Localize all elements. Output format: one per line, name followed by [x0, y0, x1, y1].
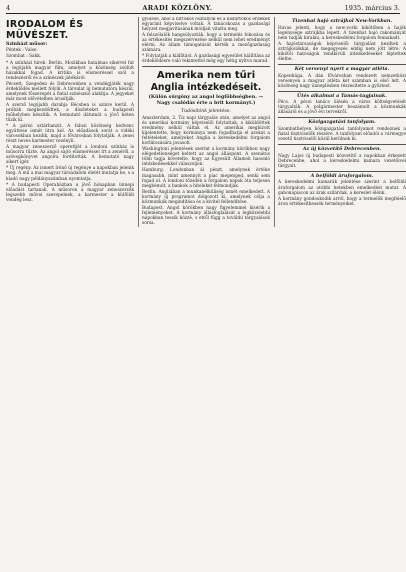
- article-paragraph: Berlin. Angliában a munkanélküliség ismét emelkedett. A kormány új programot dolgozott ki, amelynek célja a közmunkák megindítása és a kivitel fellendítése.: [142, 189, 270, 205]
- article-paragraph: * A párisi sztárbanzit. A falusi közönség kedvenc együttese ismét útra kel. Az előadások sorát a vidéki városokban kezdik, majd a fővárosban folytatják. A zenei részt neves karmester vezényli.: [6, 124, 134, 145]
- main-headline: [142, 70, 270, 93]
- article-heading: A belföldi áruforgalom.: [310, 172, 374, 179]
- masthead: [6, 4, 400, 14]
- columns: [6, 17, 406, 227]
- divider: [278, 91, 406, 92]
- article-paragraph: * Új regény. Az ismert írónő új regénye a napokban jelenik meg. A mű a mai magyar társadalom életét mutatja be, s a kiadó nagy példányszámban nyomtatja.: [6, 166, 134, 182]
- paper-name: ARADI KÖZLÖNY.: [142, 4, 213, 12]
- article-heading: Tizenhat hajó sztrájkol New-Yorkban.: [291, 18, 393, 24]
- article-paragraph: A kereskedelmi kamarák jelentése szerint a belföldi áruforgalom az utóbbi hetekben emelkedést mutat. A gabonapiacon az árak szilárdak, a kereslet élénk.: [278, 180, 406, 196]
- article-paragraph: Szombathelyen közigazgatási tanfolyamot rendeznek a fiatal tisztviselők részére. A tanfolyam előadói a vármegye vezető tisztviselői közül kerülnek ki.: [278, 126, 406, 143]
- column-2: [138, 17, 270, 227]
- issue-date: 1935. március 3.: [344, 4, 400, 12]
- article-paragraph: A magyar zeneszerző operettjét a londoni színház is műsorra tűzte. Az angol sajtó elismeréssel írt a zenéről, a szövegkönyvet angolra fordították. A bemutató nagy sikert ígér.: [6, 145, 134, 166]
- article-paragraph: Washingtoni jelentések szerint a kormány körökben nagy elégedetlenséget keltett az angol álláspont. A szenátus több tagja követelte, hogy az Egyesült Államok hasonló intézkedésekkel válaszoljon.: [142, 147, 270, 168]
- article-paragraph: gyűlése, ahol a birtokos osztályok és a kisbirtokos érdekek egyaránt képviselve voltak. A tanácskozás a gazdasági helyzet megjavításának módjait vitatta meg.: [142, 17, 270, 33]
- section-title: IRODALOM ÉS MŰVÉSZET.: [6, 19, 84, 41]
- article-heading: Ütés alkalmat a Tamás-tagjainak.: [297, 92, 387, 99]
- article-heading: Az új közvetítő Debrecenben.: [302, 146, 382, 153]
- article-paragraph: Amszterdam, 2. Tíz napi tárgyalás után, amelyet az angol és amerikai kormány képviselői folytattak, a kiküldöttek eredmény nélkül váltak el. Az amerikai megbízott kijelentette, hogy kormánya nem fogadhatja el azokat a feltételeket, amelyeket Anglia a kereskedelmi forgalom korlátozására javasolt.: [142, 116, 270, 147]
- article-heading: Közigazgatási tanfolyam.: [308, 119, 376, 126]
- headline-line-2: Anglia intézkedéseit.: [150, 82, 262, 94]
- article-paragraph: * A budapesti Operaházban a jövő hónapban ünnepi előadást tartanak. A műsoron a magyar zeneszerzők legszebb művei szerepelnek, a karmester a külföldi vendég lesz.: [6, 182, 134, 203]
- article-paragraph: A kormány gondoskodik arról, hogy a termelők megfelelő áron értékesíthessék terményeiket.: [278, 196, 406, 207]
- article-heading: Két versenyt nyert a magyar atléta.: [294, 65, 390, 72]
- subheadline: (Külön sürgöny az angol legfőbbségben. — Nagy csalódás érte a brit kormányt.): [148, 94, 264, 107]
- byline: Tudósítónk jelentése.: [181, 108, 231, 114]
- program-line: Szombat : Sakk.: [6, 54, 42, 60]
- page-number: 4: [6, 4, 11, 12]
- column-1: [6, 17, 134, 227]
- program-heading: Szinházi műsor:: [6, 42, 48, 47]
- article-paragraph: A hajóstársaságok képviselői tárgyalást kezdtek a sztrájkolókkal, de megegyezés eddig nem jött létre. A kikötői hatóságok rendkívüli intézkedéseket léptettek életbe.: [278, 41, 406, 62]
- article-paragraph: Budapest. Angol körökben nagy figyelemmel kísérik a fejleményeket. A kormány állásfoglalását a legközelebbi napokban teszik közzé, s ettől függ a további tárgyalások sorsa.: [142, 205, 270, 226]
- article-paragraph: A szerző legújabb darabja Bécsben is színre kerül. A próbák megkezdődtek, a díszleteket a budapesti műhelyben készítik. A bemutató dátumát a jövő héten tűzik ki.: [6, 102, 134, 124]
- article-paragraph: A felszólalók hangsúlyozták, hogy a termelés fokozása és az értékesítés megszervezése nélkül nem lehet eredményt elérni. Az állam támogatását kérték a mezőgazdaság számára.: [142, 33, 270, 54]
- divider: [278, 64, 406, 65]
- article-paragraph: Hamburg. Londonban ál pénzt, amelynek értéke magasabb, mint amennyit a piac megenged, senki sem fogad el. A londoni tőzsdén a forgalom napok óta teljesen megbénult, a bankok a hiteleket felmondják.: [142, 168, 270, 189]
- divider: [278, 171, 406, 172]
- article-paragraph: Havas jelenti, hogy a new-yorki kikötőben a hajók legénysége sztrájkba lépett. A tizenhat hajó rakományát nem tudják kirakni, a kereskedelmi forgalom fennakadt.: [278, 25, 406, 41]
- divider: [278, 144, 406, 145]
- article-paragraph: Pécsett, Szegeden és Debrecenben a vendégjáték nagy érdeklődés mellett folyik. A társulat új bemutatóra készül, amelynek főszerepét a fiatal színésznő alakítja. A jegyeket már most elővételben árusítják.: [6, 81, 134, 102]
- article-paragraph: * Folytatják a kiállítást. A gazdasági egyesület kiállítása az érdeklődésre való tekintettel még egy hétig nyitva marad.: [142, 54, 270, 65]
- article-paragraph: * A színházi hírek. Berlin. Mozikban hatalmas sikerrel fut a legújabb magyar film, amelyet a közönség zsúfolt házakkal fogad. A kritika is elismeréssel szól a rendezésről és a színészek játékáról.: [6, 60, 134, 81]
- article-paragraph: Nagy Lajos új budapesti közvetítő a napokban érkezett Debrecenbe, ahol a kereskedelmi kamara vezetőivel tárgyalt.: [278, 153, 406, 169]
- headline-line-1: Amerika nem tűri: [156, 70, 256, 82]
- article-paragraph: Pécs. A pécsi tanács ülésén a város költségvetését tárgyalták. A polgármester beszámolt a közmunkák állásáról és a jövő évi tervekről.: [278, 100, 406, 116]
- column-3: [274, 17, 406, 227]
- program-line: Péntek : Valse.: [6, 48, 38, 54]
- article-paragraph: Kopenhága. A dán fővárosban rendezett nemzetközi versenyen a magyar atléta két számban is első lett. A közönség nagy ünneplésben részesítette a győztest.: [278, 73, 406, 89]
- divider: [142, 66, 270, 67]
